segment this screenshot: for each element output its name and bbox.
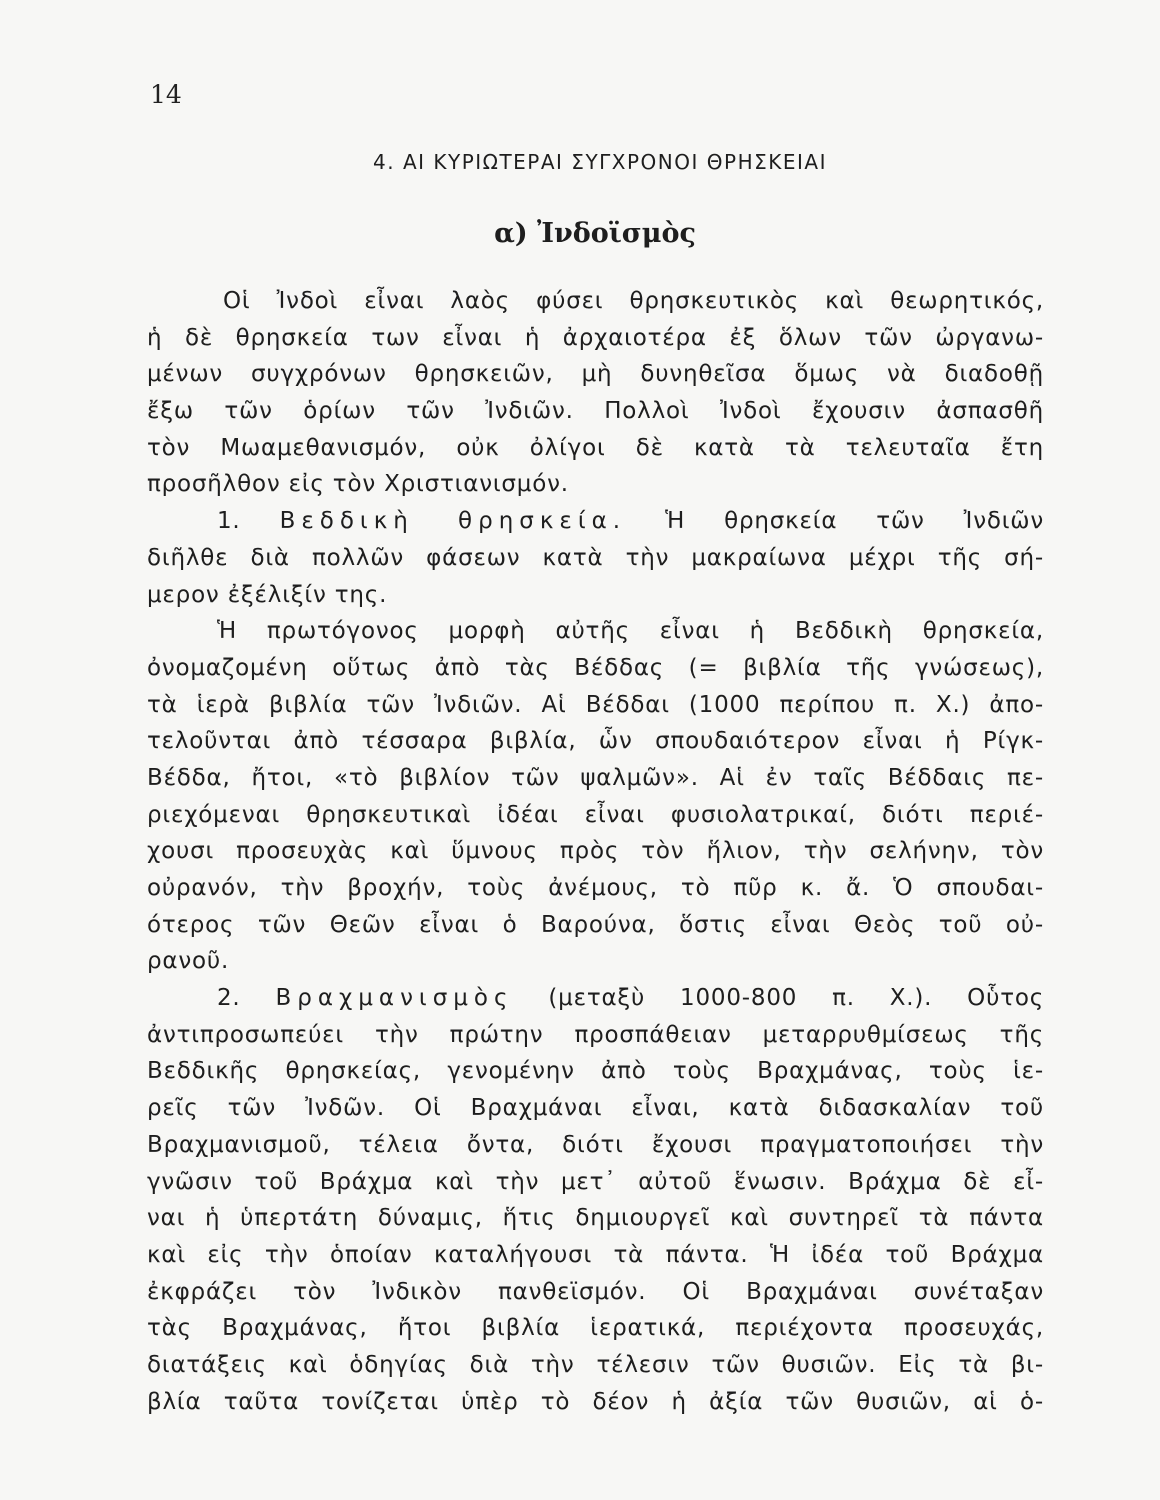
text-line: βλία ταῦτα τονίζεται ὑπὲρ τὸ δέον ἡ ἀξία τῶν θυσιῶν, αἱ ὁ- [147, 1388, 1044, 1415]
text-line: ότερος τῶν Θεῶν εἶναι ὁ Βαρούνα, ὅστις εἶναι Θεὸς τοῦ οὐ- [147, 911, 1044, 938]
text-line: Βέδδα, ἤτοι, «τὸ βιβλίον τῶν ψαλμῶν». Αἱ ἐν ταῖς Βέδδαις πε- [147, 764, 1044, 791]
page-number: 14 [150, 80, 182, 109]
text-line: προσῆλθον εἰς τὸν Χριστιανισμόν. [147, 471, 569, 498]
text-line: ὀνομαζομένη οὕτως ἀπὸ τὰς Βέδδας (= βιβλία τῆς γνώσεως), [147, 654, 1044, 681]
text-line: Ἡ πρωτόγονος μορφὴ αὐτῆς εἶναι ἡ Βεδδικὴ θρησκεία, [217, 618, 1044, 645]
text-line: καὶ εἰς τὴν ὁποίαν καταλήγουσι τὰ πάντα. Ἡ ἰδέα τοῦ Βράχμα [147, 1241, 1044, 1268]
text-line: Οἱ Ἰνδοὶ εἶναι λαὸς φύσει θρησκευτικὸς καὶ θεωρητικός, [223, 288, 1044, 314]
text-line: ἐκφράζει τὸν Ἰνδικὸν πανθεϊσμόν. Οἱ Βραχμάναι συνέταξαν [147, 1278, 1044, 1305]
text-line: διῆλθε διὰ πολλῶν φάσεων κατὰ τὴν μακραίωνα μέχρι τῆς σή- [147, 544, 1044, 571]
text-line: τὸν Μωαμεθανισμόν, οὐκ ὀλίγοι δὲ κατὰ τὰ τελευταῖα ἔτη [147, 434, 1044, 461]
text-line: οὐρανόν, τὴν βροχήν, τοὺς ἀνέμους, τὸ πῦρ κ. ἄ. Ὁ σπουδαι- [147, 875, 1044, 901]
text-line: 1. Βεδδικὴ θρησκεία. Ἡ θρησκεία τῶν Ἰνδιῶν [217, 508, 1045, 535]
text-line: ριεχόμεναι θρησκευτικαὶ ἰδέαι εἶναι φυσιολατρικαί, διότι περιέ- [147, 801, 1044, 828]
text-line: γνῶσιν τοῦ Βράχμα καὶ τὴν μετ᾽ αὐτοῦ ἕνωσιν. Βράχμα δὲ εἶ- [147, 1168, 1044, 1195]
text-line: ἡ δὲ θρησκεία των εἶναι ἡ ἀρχαιοτέρα ἐξ ὅλων τῶν ὠργανω- [147, 324, 1044, 351]
text-line: 2. Βραχμανισμὸς (μεταξὺ 1000-800 π. Χ.). Οὗτος [217, 985, 1045, 1012]
text-line: διατάξεις καὶ ὁδηγίας διὰ τὴν τέλεσιν τῶν θυσιῶν. Εἰς τὰ βι- [147, 1351, 1044, 1378]
text-line: Βραχμανισμοῦ, τέλεια ὄντα, διότι ἔχουσι πραγματοποιήσει τὴν [147, 1131, 1044, 1158]
text-line: ρανοῦ. [147, 948, 230, 975]
inline-section-title: Βεδδικὴ θρησκεία. [279, 508, 627, 535]
text-line: χουσι προσευχὰς καὶ ὕμνους πρὸς τὸν ἥλιον, τὴν σελήνην, τὸν [147, 838, 1044, 865]
body-text [147, 283, 1044, 1420]
text-line: ἔξω τῶν ὁρίων τῶν Ἰνδιῶν. Πολλοὶ Ἰνδοὶ ἔχουσιν ἀσπασθῆ [147, 398, 1044, 425]
subheading: α) Ἰνδοϊσμὸς [494, 218, 696, 249]
text-line: τελοῦνται ἀπὸ τέσσαρα βιβλία, ὧν σπουδαιότερον εἶναι ἡ Ρίγκ- [147, 728, 1044, 755]
inline-section-title: Βραχμανισμὸς [275, 985, 514, 1012]
text-line: μερον ἐξέλιξίν της. [147, 581, 388, 608]
text-line: ναι ἡ ὑπερτάτη δύναμις, ἥτις δημιουργεῖ καὶ συντηρεῖ τὰ πάντα [147, 1205, 1044, 1232]
text-line: Βεδδικῆς θρησκείας, γενομένην ἀπὸ τοὺς Βραχμάνας, τοὺς ἱε- [147, 1058, 1044, 1085]
text-line: ρεῖς τῶν Ἰνδῶν. Οἱ Βραχμάναι εἶναι, κατὰ διδασκαλίαν τοῦ [147, 1095, 1044, 1122]
text-line: τὰ ἱερὰ βιβλία τῶν Ἰνδιῶν. Αἱ Βέδδαι (1000 περίπου π. Χ.) ἀπο- [147, 691, 1044, 718]
text-line: τὰς Βραχμάνας, ἤτοι βιβλία ἱερατικά, περιέχοντα προσευχάς, [147, 1315, 1044, 1342]
text-line: μένων συγχρόνων θρησκειῶν, μὴ δυνηθεῖσα ὅμως νὰ διαδοθῇ [147, 361, 1044, 388]
section-heading: 4. ΑΙ ΚΥΡΙΩΤΕΡΑΙ ΣΥΓΧΡΟΝΟΙ ΘΡΗΣΚΕΙΑΙ [373, 150, 827, 174]
text-line: ἀντιπροσωπεύει τὴν πρώτην προσπάθειαν μεταρρυθμίσεως τῆς [147, 1021, 1044, 1048]
